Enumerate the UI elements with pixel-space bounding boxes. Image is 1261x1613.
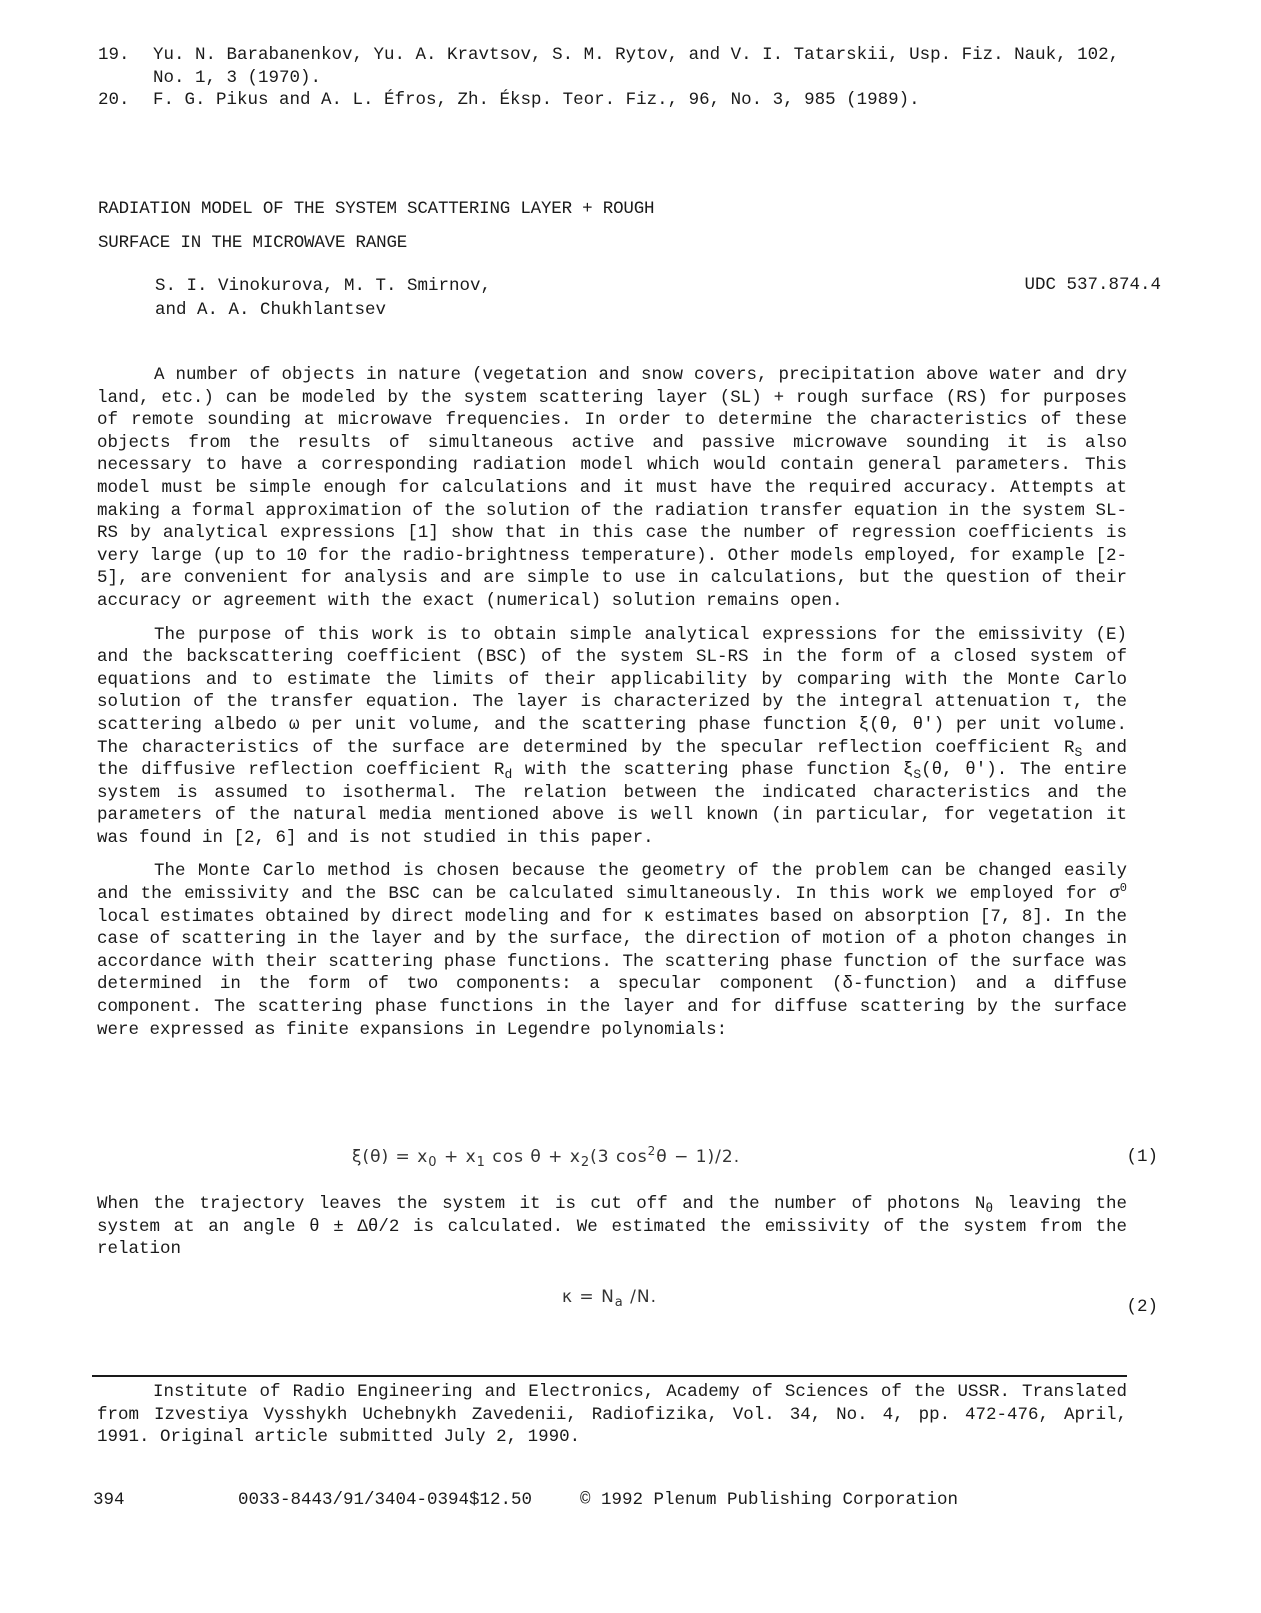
eq-subscript: 0 bbox=[428, 1155, 438, 1170]
article-code: 0033-8443/91/3404-0394$12.50 bbox=[238, 1490, 533, 1510]
author-list bbox=[155, 274, 755, 322]
article-body bbox=[97, 364, 1127, 1052]
page-number: 394 bbox=[93, 1490, 125, 1510]
paragraph-method bbox=[97, 860, 1127, 1041]
paragraph-trajectory bbox=[97, 1193, 1127, 1261]
paragraph-text: with the scattering phase function ξ bbox=[512, 760, 914, 781]
paragraph-purpose bbox=[97, 624, 1127, 850]
eq-part: /N. bbox=[623, 1287, 658, 1307]
footnote-rule bbox=[92, 1375, 1127, 1377]
paragraph-text: (θ, θ'). The entire system is assumed to isothermal. The relation between the indicated characteristics and the parameters of the natural media mentioned above is well known (in particular, for vegetation it was found in [2, 6] and is not studied in this paper. bbox=[97, 760, 1127, 848]
udc-code: UDC 537.874.4 bbox=[1024, 275, 1161, 295]
subscript: d bbox=[504, 767, 513, 783]
paragraph-text: leaving the system at an angle θ ± Δθ/2 is calculated. We estimated the emissivity of the system from the relation bbox=[97, 1194, 1127, 1260]
eq-part: (3 cos bbox=[590, 1147, 648, 1167]
eq-subscript: a bbox=[614, 1295, 624, 1310]
equation-2-number: (2) bbox=[1126, 1297, 1158, 1317]
eq-part: ξ(θ) = x bbox=[352, 1147, 429, 1167]
subscript: θ bbox=[985, 1201, 994, 1216]
article-title bbox=[98, 192, 998, 260]
subscript: S bbox=[913, 767, 922, 783]
paragraph-text: local estimates obtained by direct modeling and for κ estimates based on absorption [7, 8]. In the case of scattering in the layer and by the surface, the direction of motion of a photon changes in accordance with their scattering phase functions. The scattering phase function of the surface was determined in the form of two components: a specular component (δ-function) and a diffuse component. The scattering phase functions in the layer and for diffuse scattering by the surface were expressed as finite expansions in Legendre polynomials: bbox=[97, 906, 1127, 1040]
reference-list bbox=[98, 44, 1138, 112]
paragraph-text: The purpose of this work is to obtain simple analytical expressions for the emissivity (E) and the backscattering coefficient (BSC) of the system SL-RS in the form of a closed system of equations and to estimate the limits of their applicability by comparing with the Monte Carlo solution of the transfer equation. The layer is characterized by the integral attenuation τ, the scattering albedo ω per unit volume, and the scattering phase function ξ(θ, θ') per unit volume. The characteristics of the surface are determined by the specular reflection coefficient R bbox=[97, 624, 1127, 758]
authors-line-2: and A. A. Chukhlantsev bbox=[155, 300, 387, 320]
reference-number: 19. bbox=[98, 45, 130, 65]
article-title-line-1: RADIATION MODEL OF THE SYSTEM SCATTERING LAYER + ROUGH bbox=[98, 199, 655, 219]
reference-number: 20. bbox=[98, 90, 130, 111]
equation-1-expression bbox=[352, 1146, 740, 1169]
footnote bbox=[97, 1381, 1127, 1449]
authors-line-1: S. I. Vinokurova, M. T. Smirnov, bbox=[155, 276, 492, 296]
reference-item bbox=[98, 44, 1138, 89]
equation-2-expression bbox=[562, 1286, 657, 1309]
eq-superscript: 2 bbox=[647, 1144, 657, 1158]
eq-subscript: 1 bbox=[476, 1155, 486, 1170]
eq-part: θ − 1)/2. bbox=[656, 1147, 741, 1167]
reference-item bbox=[98, 89, 1138, 112]
eq-part: + x bbox=[437, 1147, 477, 1167]
eq-part: cos θ + x bbox=[485, 1147, 581, 1167]
paragraph-intro: A number of objects in nature (vegetation and snow covers, precipitation above water and dry land, etc.) can be modeled by the system scattering layer (SL) + rough surface (RS) for purposes of remote sounding at microwave frequencies. In order to determine the characteristics of these objects from the results of simultaneous active and passive microwave sounding it is also necessary to have a corresponding radiation model which would contain general parameters. This model must be simple enough for calculations and it must have the required accuracy. Attempts at making a formal approximation of the solution of the radiation transfer equation in the system SL-RS by analytical expressions [1] show that in this case the number of regression coefficients is very large (up to 10 for the radio-brightness temperature). Other models employed, for example [2-5], are convenient for analysis and are simple to use in calculations, but the question of their accuracy or agreement with the exact (numerical) solution remains open. bbox=[97, 365, 1127, 611]
reference-text: Yu. N. Barabanenkov, Yu. A. Kravtsov, S. M. Rytov, and V. I. Tatarskii, Usp. Fiz. Nauk, 102, No. 1, 3 (1970). bbox=[153, 45, 1120, 88]
equation-1-number: (1) bbox=[1126, 1147, 1158, 1167]
eq-part: κ = N bbox=[562, 1287, 615, 1307]
paragraph-text: When the trajectory leaves the system it is cut off and the number of photons N bbox=[97, 1194, 986, 1214]
reference-text: F. G. Pikus and A. L. Éfros, Zh. Éksp. Teor. Fiz., 96, No. 3, 985 (1989). bbox=[153, 90, 920, 111]
paragraph-text: and the diffusive reflection coefficient R bbox=[97, 737, 1127, 781]
copyright: © 1992 Plenum Publishing Corporation bbox=[580, 1490, 959, 1510]
article-title-line-2: SURFACE IN THE MICROWAVE RANGE bbox=[98, 233, 408, 253]
superscript: 0 bbox=[1119, 881, 1127, 896]
eq-subscript: 2 bbox=[580, 1155, 591, 1170]
paragraph-text: The Monte Carlo method is chosen because the geometry of the problem can be changed easily and the emissivity and the BSC can be calculated simultaneously. In this work we employed for σ bbox=[97, 861, 1127, 905]
subscript: S bbox=[1074, 744, 1083, 760]
footnote-text: Institute of Radio Engineering and Electronics, Academy of Sciences of the USSR. Translated from Izvestiya Vysshykh Uchebnykh Zavedenii, Radiofizika, Vol. 34, No. 4, pp. 472-476, April, 1991. Original article submitted July 2, 1990. bbox=[97, 1382, 1127, 1448]
